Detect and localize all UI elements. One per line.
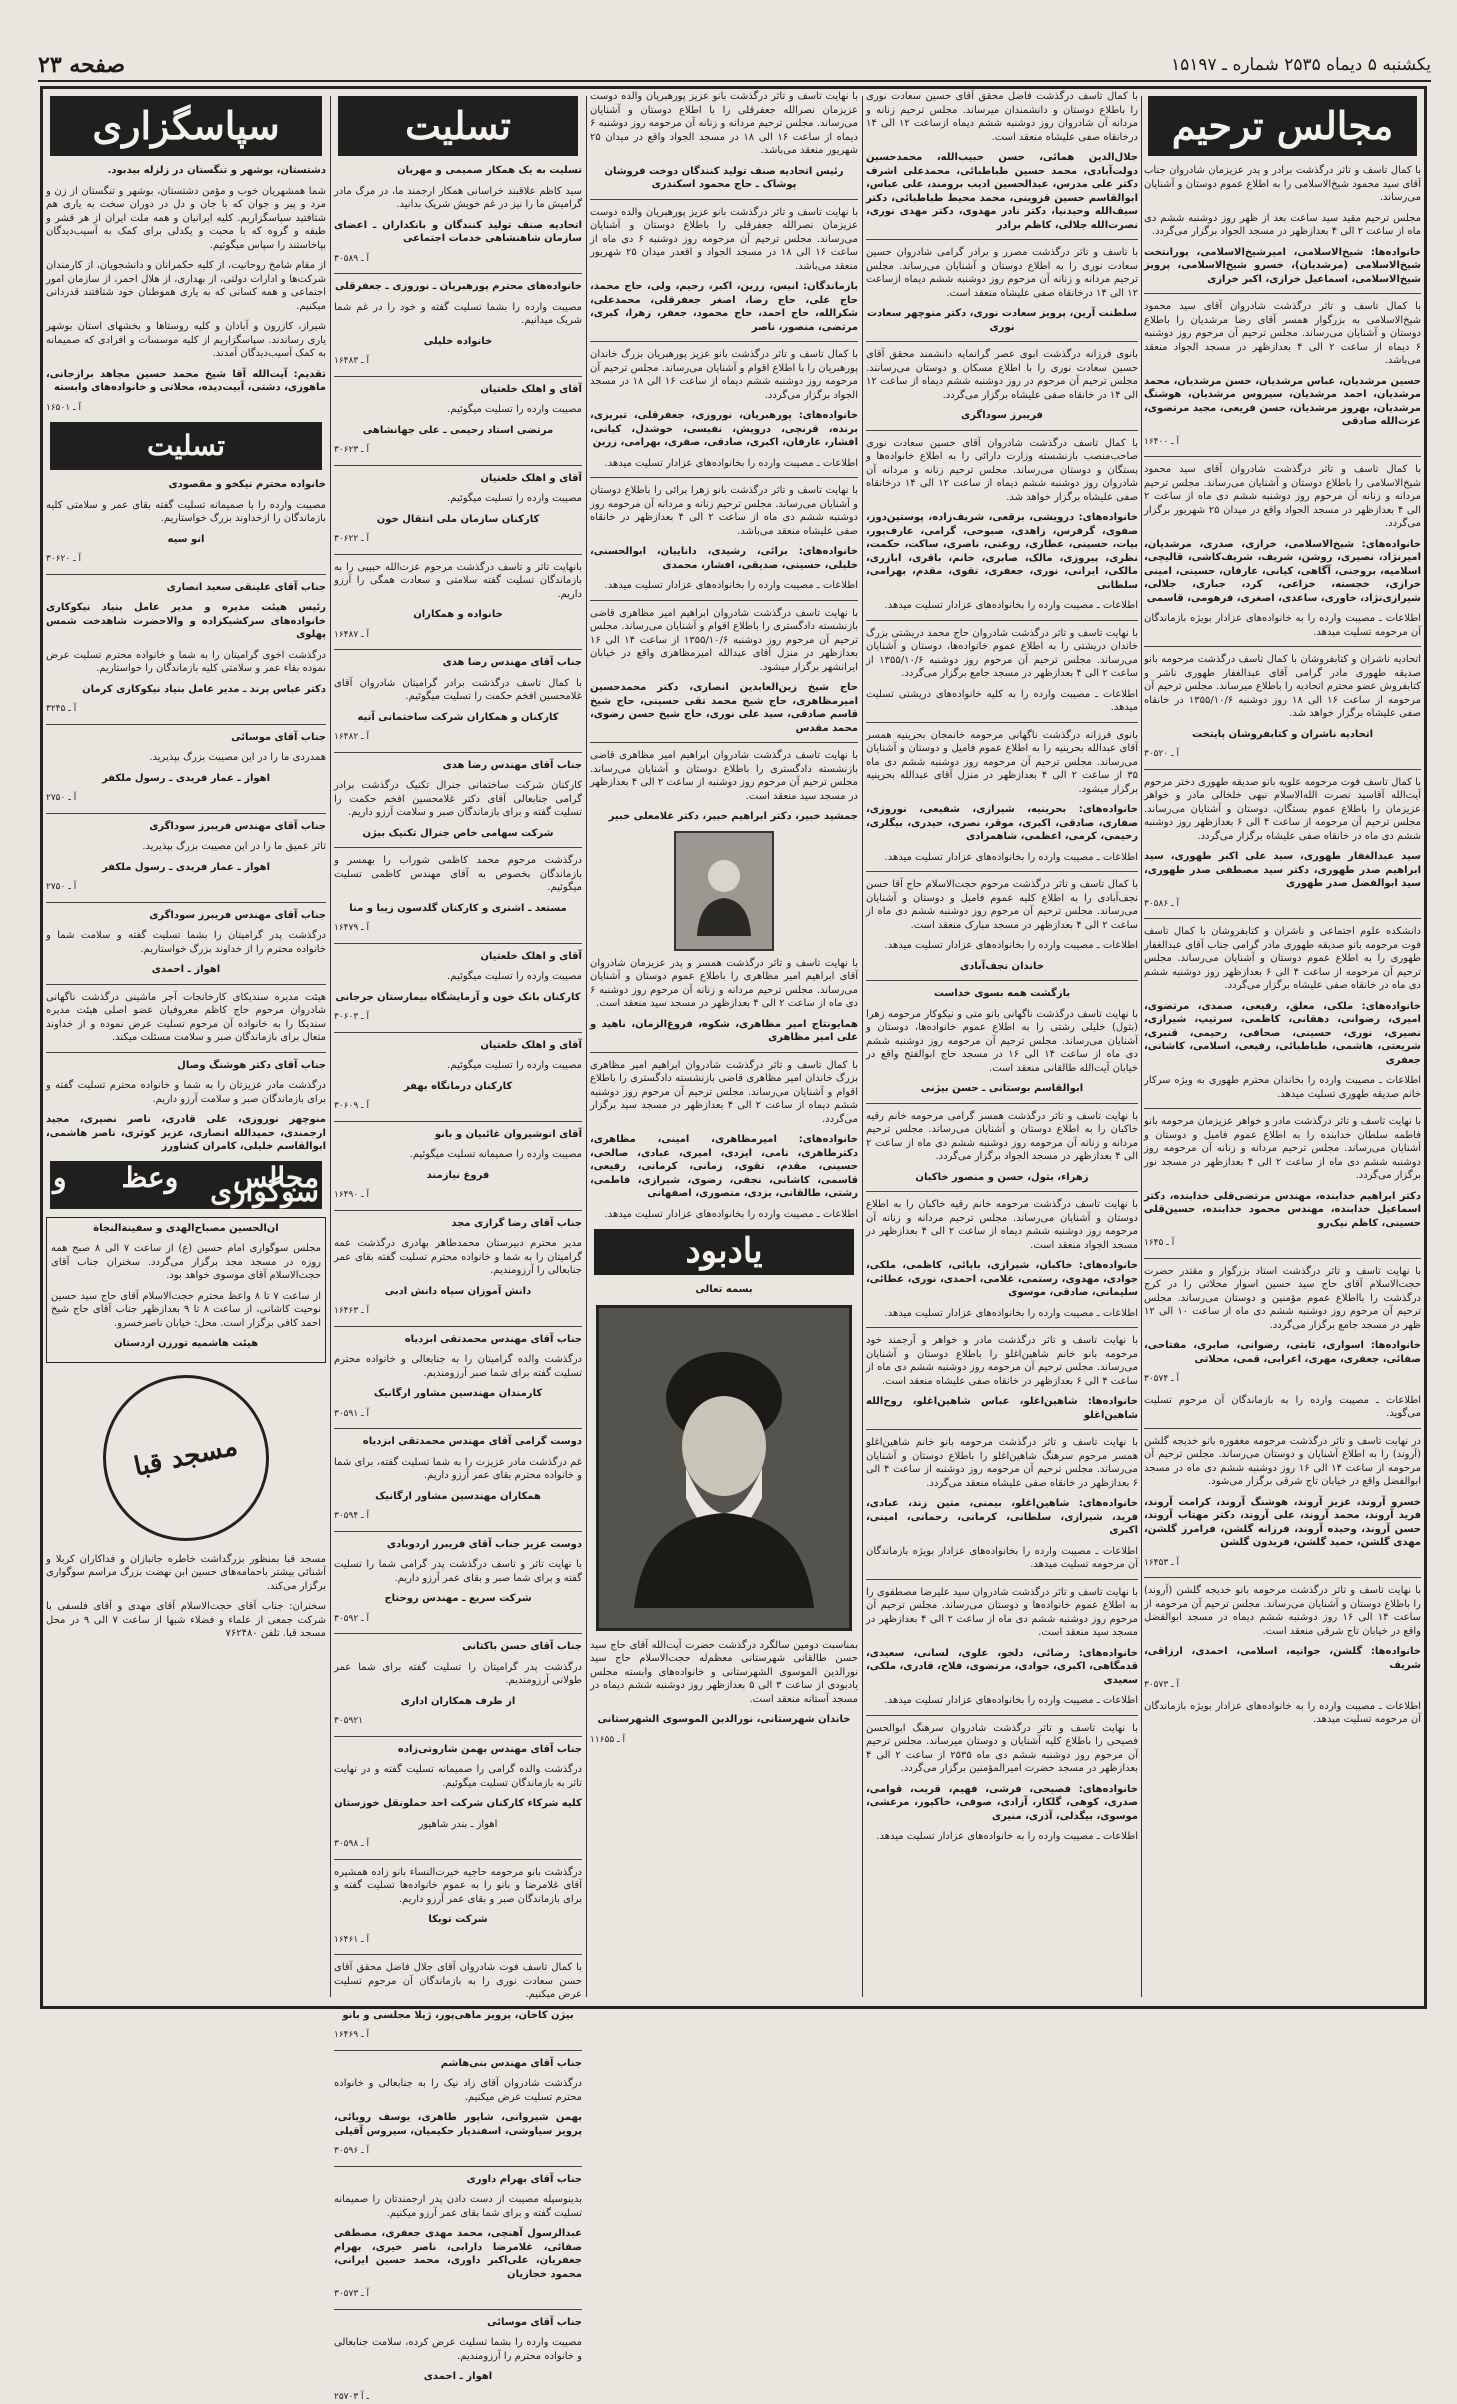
divider — [590, 1052, 858, 1053]
ad-code: آ ـ ۱۶۵۰۱ — [46, 402, 326, 416]
notice-text: مصیبت وارده را تسلیت میگوئیم. — [334, 970, 582, 984]
column-divider — [330, 96, 331, 1997]
notice-text: مصیبت وارده را صمیمانه تسلیت میگوئیم. — [334, 1148, 582, 1162]
ad-code: آ ـ ۳۰۶۰۹ — [334, 1100, 582, 1114]
notice-text: درگذشت شادروان آقای زاد نیک را به جنابعالی و خانواده محترم تسلیت عرض میکنیم. — [334, 2077, 582, 2104]
notice-signers: خانواده‌های: امیرمظاهری، امینی، مظاهری، دکترطاهری، نامی، ایزدی، امیری، عبادی، صالحی، حسینی، مقدم، تقوی، زمانی، کرمانی، رفیعی، قاسمی، کاشانی، نجفی، رضوی، شیرازی، فاطمی، رشتی، طالقانی، یزدی، منصوری، اصفهانی — [590, 1133, 858, 1201]
ad-code: آ ـ ۳۰۵۲۰ — [1144, 748, 1421, 762]
section-banner-majales-tarhim: مجالس ترحیم — [1148, 96, 1417, 156]
notice-signers: دکتر عباس پرند ـ مدیر عامل بنیاد نیکوکاری کرمان — [46, 683, 326, 697]
notice-signers: دکتر ابراهیم خدابنده، مهندس مرتضی‌قلی خدابنده، دکتر اسماعیل خدابنده، مهندس محمود خدابنده، حسین‌قلی حسینی، کاظم نیک‌رو — [1144, 1190, 1421, 1231]
notice-text: با نهایت تاسف و تاثر درگذشت مرحومه بانو خانم شاهین‌اغلو همسر مرحوم سرهنگ شاهین‌اغلو را باطلاع دوستان و آشنایان می‌رساند. مجلس ترحیم آن مرحومه روز دوشنبه از ساعت ۴ الی ۶ بعدازظهر در خانقاه صفی علیشاه منعقد می‌گردد. — [866, 1436, 1138, 1490]
notice-text: کارکنان شرکت ساختمانی جنرال تکنیک درگذشت برادر گرامی جنابعالی آقای دکتر غلامحسین افخم حکمت را تسلیت گفته و برای بازماندگان صبر و سلامت آرزو داریم. — [334, 779, 582, 820]
notice-heading: جناب آقای رضا گرازی مجد — [334, 1217, 582, 1231]
notice-heading: جناب آقای مهندس فریبرز سوداگری — [46, 820, 326, 834]
notice-signers: زهراء، بتول، حسن و منصور خاکبان — [866, 1171, 1138, 1185]
stamp-text: مسجد قبا — [133, 1440, 238, 1475]
notice-text: بانهایت تاثر و تاسف درگذشت مرحوم عزت‌الله حبیبی را به بازماندگان تسلیت گفته سلامتی و سعادت همگی را آرزو داریم. — [334, 561, 582, 602]
notice-text: سخنران: جناب آقای حجت‌الاسلام آقای مهدی و آقای فلسفی با شرکت جمعی از علماء و فضلاء شبها از ساعت ۷ الی ۹ در محل مسجد قبا. تلفن ۷۶۲۴۸۰ — [46, 1600, 326, 1641]
notice-signers: اتحادیه صنف تولید کنندگان و بانکداران ـ اعضای سازمان شاهنشاهی خدمات اجتماعی — [334, 219, 582, 246]
divider — [334, 2309, 582, 2310]
notice-text: دانشکده علوم اجتماعی و ناشران و کتابفروشان با کمال تاسف فوت مرحومه بانو صدیقه طهوری مادر گرامی جناب آقای عبدالغفار طهوری را به اطلاع عموم دوستان و آشنایان می‌رساند. مجلس ترحیم آن مرحومه از ساعت ۴ الی ۶ بعدازظهر روز دوشنبه ششم دی ماه در خانقاه صفی علیشاه برگزار می‌گردد. — [1144, 925, 1421, 993]
notice-signers: کارکنان درمانگاه بهفر — [334, 1080, 582, 1094]
notice-heading: جناب آقای علینقی سعید انصاری — [46, 581, 326, 595]
notice-signers: شرکت سهامی خاص جنرال تکنیک بیژن — [334, 827, 582, 841]
notice-text: با کمال تاسف و تاثر درگذشت شادروان آقای سید محمود شیخ‌الاسلامی به بزرگوار همسر آقای رضا مرشدیان را باطلاع دوستان و آشنایان می‌رساند. مجلس ترحیم آن مرحوم روز دوشنبه ۶ دیماه از ساعت ۲ الی ۴ بعدازظهر در مسجد الجواد منعقد می‌باشد. — [1144, 300, 1421, 368]
notice-text: درگذشت والده گرامی را صمیمانه تسلیت گفته و در نهایت تاثر به بازماندگان تسلیت میگوئیم. — [334, 1763, 582, 1790]
divider — [46, 902, 326, 903]
notice-signers: خانواده‌ها: شیخ‌الاسلامی، امیرشیخ‌الاسلامی، پورانتخت شیخ‌الاسلامی (مرشدیان)، خسرو شیخ‌الاسلامی، پرویز شیخ‌الاسلامی، اسماعیل خرازی، اکبر خرازی — [1144, 246, 1421, 287]
notice-signers: فریبرز سوداگری — [866, 409, 1138, 423]
divider — [334, 554, 582, 555]
notice-heading: جناب آقای موسائی — [334, 2316, 582, 2330]
notice-text: با نهایت تاسف و تاثر درگذشت همسر و پدر عزیزمان شادروان آقای ابراهیم امیر مظاهری را باطلاع عموم دوستان و آشنایان می‌رساند. مجلس ترحیم مردانه و زنانه آن مرحوم روز دوشنبه ۶ دی ماه از ساعت ۲ الی ۴ بعدازظهر در مسجد سید منعقد است. — [590, 957, 858, 1011]
notice-signers: هیئت هاشمیه تورزن اردستان — [51, 1337, 321, 1351]
notice-signers: خانواده‌های: درویشی، برقعی، شریف‌زاده، پوستین‌دوز، صفوی، گرفرس، زاهدی، صبوحی، گرامی، عارف‌پور، بیات، حسینی، عطاری، روغنی، ناصری، ساکت، حکمت، نظری، پیروزی، مالک، صابری، خانم، باقری، ابازری، مالکی، ایرانی، نوری، جعفری، تقوی، مقدم، بهرامی، سلطانی — [866, 511, 1138, 592]
divider — [334, 1531, 582, 1532]
notice-heading: آقای و اهلک خلعتیان — [334, 472, 582, 486]
divider — [334, 943, 582, 944]
notice-signers: کارکنان بانک خون و آزمایشگاه بیمارستان جرجانی — [334, 991, 582, 1005]
ad-code: آ ـ ۳۰۵۸۶ — [1144, 898, 1421, 912]
notice-text: با نهایت تاسف و تاثر درگذشت بانو عزیز پورهبریان والده دوست عزیزمان نصرالله جعفرقلی را با اطلاع دوستان و آشنایان می‌رساند. مجلس ترحیم مردانه و زنانه آن مرحومه روز دوشنبه ۶ دیماه از ساعت ۱۶ الی ۱۸ در مسجد الجواد واقع در میدان ۲۵ شهریور منعقد می‌باشد. — [590, 90, 858, 158]
notice-location: اهواز ـ بندر شاهپور — [334, 1818, 582, 1832]
notice-text: اطلاعات ـ مصیبت وارده را بخانواده‌های عزادار تسلیت میدهد. — [866, 1307, 1138, 1321]
notice-heading: تسلیت به یک همکار صمیمی و مهربان — [334, 164, 582, 178]
notice-text: درگذشت مرحوم محمد کاظمی شوراب را بهمسر و بازماندگان بخصوص به آقای مهندس کاظمی تسلیت میگوئیم. — [334, 854, 582, 895]
ad-code: آ ـ ۳۰۵۷۳ — [1144, 1679, 1421, 1693]
divider — [590, 742, 858, 743]
page-header — [38, 50, 1431, 82]
notice-signers: خانواده خلیلی — [334, 335, 582, 349]
notice-text: درگذشت بانو مرحومه حاجیه خیرت‌النساء بانو زاده همشیره آقای غلامرضا و بانو را به عموم خانواده‌ها تسلیت گفته و برای بازماندگان صبر و بقای عمر آرزو داریم. — [334, 1866, 582, 1907]
ad-code: آ ـ ۳۰۵۷۳ — [334, 2288, 582, 2302]
notice-text: اطلاعات ـ مصیبت وارده را به خانواده‌های عزادار تسلیت میدهد. — [866, 1830, 1138, 1844]
notice-heading: آقای و اهلک خلعتیان — [334, 383, 582, 397]
notice-text: با نهایت تاسف و تاثر درگذشت شادروان حاج محمد دریشتی بزرگ خاندان دریشتی را به اطلاع عموم خانواده‌ها، دوستان و آشنایان می‌رساند. مجلس ترحیم آن مرحوم روز دوشنبه ۱۳۵۵/۱۰/۶ از ساعت ۲ الی ۴ بعدازظهر در مسجد جامع برگزار می‌گردد. — [866, 627, 1138, 681]
notice-text: بمناسبت دومین سالگرد درگذشت حضرت آیت‌الله آقای حاج سید حسن طالقانی شهرستانی معظم‌له حجت‌الاسلام حاج سید نورالدین الموسوی الشهرستانی و خانواده‌های وابسته مجلس یادبودی از ساعت ۳ الی ۵ بعدازظهر روز دوشنبه ششم دیماه در مسجد آستانه منعقد است. — [590, 1639, 858, 1707]
divider — [866, 1715, 1138, 1716]
section-banner-sepasgozari: سپاسگزاری — [50, 96, 322, 156]
divider — [866, 239, 1138, 240]
column-obituaries-3 — [590, 90, 858, 2005]
divider — [590, 477, 858, 478]
notice-text: بانوی فرزانه درگذشت ابوی عصر گرانمایه دانشمند محقق آقای حسین سعادت نوری را با اطلاع مسکان و دوستان می‌رسانند. مجلس ترحیم آن مرحوم در روز دوشنبه ششم دیماه از ساعت ۱۲ الی ۱۴ در خانقاه صفی علیشاه برگزار می‌گردد. — [866, 348, 1138, 402]
divider — [334, 465, 582, 466]
ad-code: آ ـ ۳۲۴۵ — [46, 703, 326, 717]
notice-text: اطلاعات ـ مصیبت وارده را به بازماندگان آن مرحوم تسلیت می‌گوید. — [1144, 1394, 1421, 1421]
notice-heading: جناب آقای مهندس رضا هدی — [334, 656, 582, 670]
column-thanks-and-sermons — [46, 90, 326, 2005]
ad-code: آ ـ ۳۰۵۸۹ — [334, 253, 582, 267]
ad-code: آ ـ ۳۰۶۲۳ — [334, 444, 582, 458]
notice-heading: جناب آقای مهندس فریبرز سوداگری — [46, 909, 326, 923]
notice-text: با نهایت تاسف و تاثر درگذشت مادر و خواهر عزیزمان مرحومه بانو فاطمه سلطان خدابنده را به اطلاع عموم فامیل و دوستان و آشنایان می‌رساند. مجلس ترحیم مردانه و زنانه آن مرحومه روز دوشنبه ششم دی ماه از ساعت ۲ الی ۴ بعدازظهر در مسجد نور برگزار می‌گردد. — [1144, 1115, 1421, 1183]
notice-heading: دشتستان، بوشهر و تنگستان در زلزله بیدبود. — [46, 164, 326, 178]
ad-code: آ ـ ۲۷۵۰ — [46, 792, 326, 806]
ad-code: آ ـ ۲۷۵۰ — [46, 881, 326, 895]
ad-code: آ ـ ۱۶۴۷۹ — [334, 922, 582, 936]
notice-text: اطلاعات ـ مصیبت وارده را بخانواده‌های عزادار تسلیت میدهد. — [590, 457, 858, 471]
notice-signers: جلال‌الدین همائی، حسن حبیب‌الله، محمدحسین دولت‌آبادی، محمد حسین طباطبائی، محمدعلی اشرف دکتر علی مدرس، عبدالحسین ادیب برومند، علی عباس، ابوالقاسم حسین قزوینی، محمد محیط طباطبائی، دکتر سیف‌الله وحیدنیا، دکتر نادر مهدوی، دکتر مهدی نوری، نصرت‌الله جلالی، کاظم برادر — [866, 151, 1138, 232]
notice-text: درگذشت اخوی گرامیتان را به شما و خانواده محترم تسلیت عرض نموده بقاء عمر و سلامتی کلیه بازماندگان را خواستاریم. — [46, 649, 326, 676]
notice-signers: خانواده‌های: بحرینیه، شیرازی، شفیعی، نوروزی، صفاری، صادقی، اکبری، موقر، نصری، حیدری، بیگلری، رحیمی، کرمی، اعظمی، شاهمرادی — [866, 803, 1138, 844]
notice-heading: رئیس هیئت مدیره و مدیر عامل بنیاد نیکوکاری خانواده‌های سرکشیکزاده و والاحضرت شاهدخت شمس پهلوی — [46, 601, 326, 642]
section-banner-majales-vaz: مجالس وعظ و سوگواری — [50, 1161, 322, 1209]
ad-code: آ ـ ۱۶۴۹۰ — [334, 1189, 582, 1203]
notice-text: اطلاعات ـ مصیبت وارده را بخانواده‌های عزادار تسلیت میدهد. — [866, 939, 1138, 953]
column-divider — [1141, 96, 1142, 1997]
notice-signers: اهواز ـ عمار فریدی ـ رسول ملکفر — [46, 772, 326, 786]
notice-text: غم درگذشت مادر عزیزت را به شما تسلیت گفته، برای شما و خانواده محترم بقای عمر آرزو داریم. — [334, 1456, 582, 1483]
divider — [866, 620, 1138, 621]
divider — [46, 1052, 326, 1053]
portrait-icon — [689, 846, 759, 936]
notice-signers: خانواده‌ها: اسواری، ثابتی، رضوانی، صابری، مفتاحی، صفائی، جعفری، مهری، اعرابی، قمی، محلاتی — [1144, 1339, 1421, 1366]
notice-text: از ساعت ۷ تا ۸ واعظ محترم حجت‌الاسلام آقای حاج سید حسین نوحیت کاشانی، از ساعت ۸ تا ۹ بعدازظهر جناب آقای حاج شیخ احمد کافی برگزار است. محل: خیابان ناصرخسرو. — [51, 1290, 321, 1331]
divider — [866, 722, 1138, 723]
notice-heading: ان‌الحسین مصباح‌الهدی و سفینة‌النجاة — [51, 1222, 321, 1236]
divider — [334, 1859, 582, 1860]
notice-text: از مقام شامخ روحانیت، از کلیه حکمرانان و دانشجویان، از کارمندان شرکت‌ها و ادارات دولتی، از بهداری، از هلال احمر، از سازمان امور اجتماعی و همه کسانی که به یاری هموطنان خود شتافتند قدردانی میکنیم. — [46, 259, 326, 313]
divider — [334, 273, 582, 274]
notice-text: اطلاعات ـ مصیبت وارده را بخانواده‌های عزادار تسلیت میدهد. — [866, 851, 1138, 865]
divider — [1144, 1428, 1421, 1429]
notice-signers: دانش آموزان سپاه دانش ادبی — [334, 1285, 582, 1299]
divider — [1144, 769, 1421, 770]
notice-text: با کمال تاسف فوت مرحومه علویه بانو صدیقه طهوری دختر مرحوم آیت‌الله آقاسید نصرت الله‌الاسلام نبهی خلخالی مادر و خواهر عزیزمان را باطلاع عموم بستگان، دوستان و آشنایان می‌رساند. مجلس ترحیم آن مرحومه از ساعت ۴ الی ۶ بعدازظهر روز دوشنبه ششم دی ماه در خانقاه صفی علیشاه برگزار می‌گردد. — [1144, 776, 1421, 844]
notice-signers: حاج شیخ زین‌العابدین انصاری، دکتر محمدحسین امیرمظاهری، حاج شیخ محمد تقی حسینی، حاج شیخ قاسم صادقی، سید علی نوری، حاج شیخ حسن رضوی، محمد مقدس — [590, 681, 858, 735]
notice-text: مصیبت وارده را تسلیت میگوئیم. — [334, 1059, 582, 1073]
ad-code: آ ـ ۳۰۵۹۸ — [334, 1838, 582, 1852]
notice-heading: جناب آقای مهندس بهمن شاروتی‌زاده — [334, 1743, 582, 1757]
divider — [334, 1736, 582, 1737]
notice-signers: کارکنان و همکاران شرکت ساختمانی آتیه — [334, 711, 582, 725]
notice-text: با نهایت تاسف درگذشت ناگهانی بانو متی و نیکوکار مرحومه زهرا (بتول) خلیلی رشتی را به اطلاع عموم خانواده‌ها، دوستان و آشنایان می‌رساند. مجلس ترحیم آن مرحومه روز دوشنبه ششم دی ماه از ساعت ۱۴ الی ۱۶ در مسجد حاج ابوالفتح واقع در خیابان آیت‌الله طالقانی منعقد است. — [866, 1008, 1138, 1076]
divider — [334, 2050, 582, 2051]
ad-code: آ ـ ۳۰۵۷۴ — [1144, 1373, 1421, 1387]
notice-signers: خانواده‌ها: شاهین‌اغلو، عباس شاهین‌اغلو، روح‌الله شاهین‌اغلو — [866, 1395, 1138, 1422]
notice-text: هیئت مدیره سندیکای کارخانجات آجر ماشینی درگذشت ناگهانی شادروان مرحوم حاج کاظم معروفیان عضو اصلی هیئت مدیره سندیکا را به خانواده آن مرحوم تسلیت عرض نموده و از خداوند متعال برای بازماندگان صبر و سلامت مسئلت میکند. — [46, 991, 326, 1045]
ad-code: آ ـ ۱۶۴۸۲ — [334, 731, 582, 745]
divider — [46, 813, 326, 814]
notice-signers: خانواده‌های: رضائی، دلجو، علوی، لسانی، سعیدی، قدمگاهی، اکبری، جوادی، مرتضوی، فلاح، قادری، ملکی، سعیدی — [866, 1647, 1138, 1688]
notice-text: مدیر محترم دبیرستان محمدطاهر بهادری درگذشت عمه گرامیتان را به شما و خانواده محترم تسلیت گفته بقای عمر جنابعالی را آرزومندیم. — [334, 1237, 582, 1278]
notice-heading: آقای و اهلک خلعتیان — [334, 950, 582, 964]
divider — [334, 1428, 582, 1429]
notice-text: با کمال تاسف درگذشت برادر گرامیتان شادروان آقای غلامحسین افخم حکمت را تسلیت میگوئیم. — [334, 677, 582, 704]
notice-text: در نهایت تاسف و تاثر درگذشت مرحومه مغفوره بانو خدیجه گلشن (آروند) را به اطلاع آشنایان و دوستان می‌رساند. مجلس ترحیم آن مرحومه از ساعت ۱۴ الی ۱۶ روز دوشنبه ششم دی ماه در مسجد ابوالفضل واقع در خیابان تاج شرقی برگزار می‌شود. — [1144, 1435, 1421, 1489]
notice-text: اطلاعات ـ مصیبت وارده را بخانواده‌های عزادار تسلیت میدهد. — [590, 1208, 858, 1222]
notice-text: مصیبت وارده را بشما تسلیت گفته و خود را در غم شما شریک میدانیم. — [334, 301, 582, 328]
divider — [46, 574, 326, 575]
sermon-notice-box — [46, 1217, 326, 1363]
notice-text: با کمال تاسف فوت شادروان آقای جلال فاضل محقق آقای حسن سعادت نوری را به بازماندگان آن مرحوم تسلیت عرض میکنیم. — [334, 1961, 582, 2002]
divider — [1144, 293, 1421, 294]
notice-signers: خسرو آروند، عزیز آروند، هوشنگ آروند، کرامت آروند، فرید آروند، محمد آروند، علی آروند، دکتر مهتاب آروند، حسن آروند، وحیده آروند، فرزانه گلشن، فرامرز گلشن، مهدی گلشن، حمید گلشن، فریدون گلشن — [1144, 1496, 1421, 1550]
notice-heading: دوست عزیز جناب آقای فریبرز اردوبادی — [334, 1538, 582, 1552]
notice-text: با کمال تاسف درگذشت شادروان آقای حسین سعادت نوری صاحب‌منصب بازنشسته وزارت دارائی را به اطلاع خانواده‌ها و بستگان و دوستان می‌رساند. مجلس ترحیم زنانه و مردانه آن شادروان روز دوشنبه ششم دیماه از ساعت ۱۲ الی ۱۴ درخانقاه صفی علیشاه برگزار خواهد شد. — [866, 437, 1138, 505]
divider — [334, 1032, 582, 1033]
divider — [1144, 1258, 1421, 1259]
column-obituaries-right — [1144, 90, 1421, 2005]
column-divider — [586, 96, 587, 1997]
divider — [866, 430, 1138, 431]
notice-signers: خانواده و همکاران — [334, 608, 582, 622]
notice-text: اطلاعات ـ مصیبت وارده را بخانواده‌های عزادار تسلیت میدهد. — [866, 599, 1138, 613]
divider — [46, 724, 326, 725]
notice-text: مصیبت وارده را تسلیت میگوئیم. — [334, 403, 582, 417]
notice-text: سید کاظم علاقبند خراسانی همکار ارجمند ما، در مرگ مادر گرامیش ما را نیز در غم خویش شریک بدانید. — [334, 185, 582, 212]
notice-heading: خانواده محترم نیکخو و مقصودی — [46, 478, 326, 492]
notice-heading: بازگشت همه بسوی خداست — [866, 987, 1138, 1001]
notice-signers: جمشید خبیر، دکتر ابراهیم خبیر، دکتر غلامعلی خبیر — [590, 810, 858, 824]
ad-code: آ ـ ۳۰۶۰۳ — [334, 1011, 582, 1025]
ad-code: آ ـ ۳۰۵۹۶ — [334, 2145, 582, 2159]
notice-signers: اهواز ـ عمار فریدی ـ رسول ملکفر — [46, 861, 326, 875]
divider — [334, 1326, 582, 1327]
notice-text: با نهایت تاسف و تاثر درگذشت استاد بزرگوار و مقتدر حضرت حجت‌الاسلام آقای حاج سید حسین اسوار محلاتی را در کرج درگذشت را بااطلاع عموم مؤمنین و دوستان می‌رساند. مجلس ترحیم آن مرحوم روز دوشنبه ششم دی ماه از ساعت ۱۰ الی ۱۲ ظهر در مسجد جامع برگزار می‌گردد. — [1144, 1265, 1421, 1333]
notice-signers: اهواز ـ احمدی — [334, 2370, 582, 2384]
ad-code: آ ـ ۱۱۶۵۵ — [590, 1734, 858, 1748]
divider — [334, 847, 582, 848]
notice-text: اطلاعات ـ مصیبت وارده را به خانواده‌های عزادار بویژه بازماندگان آن مرحومه تسلیت میدهد. — [1144, 1700, 1421, 1727]
notice-text: با نهایت تاسف و تاثر درگذشت شادروان سرهنگ ابوالحسن فصیحی را باطلاع کلیه آشنایان و دوستان میرساند. مجلس ترحیم آن مرحوم روز دوشنبه ششم دی ماه ۲۵۳۵ از ساعت ۲ الی ۴ بعدازظهر در مسجد حضرت امیرالمؤمنین برگزار می‌گردد. — [866, 1722, 1138, 1776]
notice-text: با نهایت تاسف و تاثر درگذشت همسر گرامی مرحومه خانم رقیه خاکبان را به اطلاع دوستان و آشنایان می‌رساند. مجلس ترحیم مردانه و زنانه آن مرحومه روز دوشنبه ششم دی ماه از ساعت ۲ الی ۴ بعدازظهر در مسجد الجواد برگزار می‌گردد. — [866, 1110, 1138, 1164]
divider — [334, 1121, 582, 1122]
notice-signers: اهواز ـ احمدی — [46, 963, 326, 977]
ad-code: ۲۵۷۰۳ ـ آ — [334, 2391, 582, 2404]
divider — [590, 199, 858, 200]
notice-text: مصیبت وارده را با صمیمانه تسلیت گفته بقای عمر و سلامتی کلیه بازماندگان را ازخداوند بزرگ خواستاریم. — [46, 499, 326, 526]
notice-text: مسجد قبا بمنظور بزرگداشت خاطره جانبازان و فداکاران کربلا و آشنائی بیشتر باحمامه‌های حسین ابن نهضت بزرگ مراسم سوگواری برگزار می‌کند. — [46, 1553, 326, 1594]
divider — [866, 871, 1138, 872]
notice-signers: خانواده‌های: شاهین‌اغلو، بیمنی، متین زند، عبادی، فرید، شیرازی، سلطانی، کرمانی، رحمانی، امینی، اکبری — [866, 1497, 1138, 1538]
divider — [866, 1103, 1138, 1104]
notice-text: شیراز، کازرون و آبادان و کلیه روستاها و بخشهای استان بوشهر یاری رساندند. سپاسگزاریم از کلیه موسسات و افرادی که صمیمانه به کمک آسیب‌دیدگان آمدند. — [46, 320, 326, 361]
divider — [1144, 1577, 1421, 1578]
notice-text: اطلاعات ـ مصیبت وارده را به خانواده‌های عزادار بویژه بازماندگان آن مرحومه تسلیت میدهد. — [1144, 612, 1421, 639]
notice-text: با نهایت تاثر و تاسف درگذشت پدر گرامی شما را تسلیت گفته و برای شما صبر و بقای عمر آرزو داریم. — [334, 1558, 582, 1585]
notice-heading: خانواده‌های محترم پورهبریان ـ نوروزی ـ جعفرقلی — [334, 280, 582, 294]
notice-text: با نهایت تاسف درگذشت مرحومه خانم رقیه خاکبان را به اطلاع دوستان و آشنایان می‌رساند. مجلس ترحیم مردانه و زنانه آن مرحومه روز دوشنبه ششم دیماه از ساعت ۲ الی ۴ بعدازظهر در مسجد الجواد منعقد است. — [866, 1198, 1138, 1252]
notice-text: درگذشت پدر گرامیتان را تسلیت گفته برای شما عمر طولانی آرزومندیم. — [334, 1661, 582, 1688]
ad-code: آ ـ ۱۶۴۵ — [1144, 1237, 1421, 1251]
cleric-portrait-icon — [624, 1328, 824, 1608]
section-banner-yadbud: یادبود — [594, 1229, 854, 1275]
notice-text: مجلس سوگواری امام حسین (ع) از ساعت ۷ الی ۸ صبح همه روزه در مسجد مجد برگزار می‌گردد. سخنران جناب آقای حجت‌الاسلام آقای موسوی خواهد بود. — [51, 1242, 321, 1283]
notice-text: اطلاعات ـ مصیبت وارده را بخانواده‌های عزادار تسلیت میدهد. — [590, 579, 858, 593]
ad-code: آ ـ ۳۰۵۹۴ — [334, 1510, 582, 1524]
notice-signers: تقدیم: آیت‌الله آقا شیخ محمد حسین مجاهد برازجانی، ماهوزی، دشتی، آبیت‌دیده، محلاتی و خانواده‌های وابسته — [46, 368, 326, 395]
divider — [590, 600, 858, 601]
notice-text: با نهایت تاسف درگذشت شادروان ابراهیم امیر مظاهری قاضی بازنشسته دادگستری را باطلاع دوستان و آشنایان می‌رساند. مجلس ترحیم آن مرحوم روز دوشنبه از ساعت ۲ الی ۴ بعدازظهر در مسجد سید منعقد است. — [590, 749, 858, 803]
notice-heading: جناب آقای حسن باکتانی — [334, 1640, 582, 1654]
notice-signers: خانواده‌های: برائی، رشیدی، داناییان، ابوالحسنی، خلیلی، حسینی، صدیقی، افشار، محمدی — [590, 545, 858, 572]
notice-signers: ابوالقاسم بوستانی ـ حسن بیژنی — [866, 1082, 1138, 1096]
notice-signers: کارمندان مهندسین مشاور ارگانیک — [334, 1387, 582, 1401]
notice-signers: فروغ نیازمند — [334, 1169, 582, 1183]
notice-text: مصیبت وارده را بشما تسلیت عرض کرده، سلامت جنابعالی و خانواده محترم را آرزومندیم. — [334, 2336, 582, 2363]
section-banner-tasliat-2: تسلیت — [50, 422, 322, 470]
notice-signers: همکاران مهندسین مشاور ارگانیک — [334, 1490, 582, 1504]
notice-heading: جناب آقای مهندس بنی‌هاشم — [334, 2057, 582, 2071]
ad-code: آ ـ ۱۶۴۶۹ — [334, 2029, 582, 2043]
ad-code: آ ـ ۱۶۴۸۳ — [334, 355, 582, 369]
divider — [334, 752, 582, 753]
notice-text: با نهایت تاسف و تاثر درگذشت بانو عزیز پورهبریان والده دوست عزیزمان نصرالله جعفرقلی را باطلاع دوستان و آشنایان می‌رساند. مجلس ترحیم آن مرحومه روز دوشنبه ۶ دی ماه از ساعت ۱۶ الی ۱۸ در مسجد الجواد و اقعدر میدان ۲۵ شهریور منعقد می‌باشد. — [590, 206, 858, 274]
mosque-calligraphy-stamp — [88, 1359, 285, 1556]
notice-text: درگذشت والده گرامیتان را به جنابعالی و خانواده محترم تسلیت گفته برای شما صبر آرزومندیم. — [334, 1353, 582, 1380]
divider — [866, 341, 1138, 342]
ad-code: آ ـ ۳۰۵۹۲ — [334, 1613, 582, 1627]
notice-text: با نهایت تاسف و تاثر درگذشت مادر و خواهر و آرجمند خود مرحومه بانو خانم شاهین‌اغلو را باطلاع دوستان و آشنایان می‌رساند. مجلس ترحیم آن مرحومه روز دوشنبه ششم دی ماه از ساعت ۴ الی ۶ بعدازظهر در خانقاه صفی علیشاه منعقد است. — [866, 1334, 1138, 1388]
notice-signers: مرتضی استاد رحیمی ـ علی جهانشاهی — [334, 424, 582, 438]
notice-heading: آقای و اهلک خلعتیان — [334, 1039, 582, 1053]
divider — [334, 1633, 582, 1634]
notice-signers: خانواده‌ها: گلشن، جوانیه، اسلامی، احمدی، ارزاقی، شریف — [1144, 1645, 1421, 1672]
cleric-portrait-photo — [596, 1305, 852, 1631]
notice-text: مجلس ترحیم مقید سید ساعت بعد از ظهر روز دوشنبه ششم دی ماه از ساعت ۲ الی ۴ بعدازظهر در مسجد الجواد برگزار می‌گردد. — [1144, 212, 1421, 239]
divider — [866, 1429, 1138, 1430]
notice-signers: حسین مرشدیان، عباس مرشدیان، حسن مرشدیان، محمد مرشدیان، احمد مرشدیان، سیروس مرشدیان، هوشنگ مرشدیان، بهروز مرشدیان، حسن فریعی، مجید مرتضوی، عزت‌الله صادقی — [1144, 375, 1421, 429]
divider — [334, 1210, 582, 1211]
notice-text: مصیبت وارده را تسلیت میگوئیم. — [334, 492, 582, 506]
notice-text: اطلاعات ـ مصیبت وارده را به کلیه خانواده‌های دریشتی تسلیت میدهد. — [866, 688, 1138, 715]
ad-code: آ ـ ۱۶۴۶۱ — [334, 1934, 582, 1948]
notice-text: بدینوسیله مصیبت از دست دادن پدر ارجمندتان را صمیمانه تسلیت گفته و برای شما بقای عمر آرزو میکنیم. — [334, 2193, 582, 2220]
notice-text: اطلاعات ـ مصیبت وارده را بخانواده‌های عزادار تسلیت میدهد. — [866, 1694, 1138, 1708]
notice-signers: شرکت تویکا — [334, 1913, 582, 1927]
ad-code: آ ـ ۱۶۴۶۳ — [334, 1305, 582, 1319]
ad-code: آ ـ ۳۰۶۲۰ — [46, 553, 326, 567]
notice-signers: همایونتاج امیر مظاهری، شکوه، فروغ‌الزمان، ناهید و علی امیر مظاهری — [590, 1018, 858, 1045]
basmala-heading: بسمه تعالی — [590, 1283, 858, 1297]
divider — [1144, 1108, 1421, 1109]
page-number: صفحه ۲۳ — [38, 52, 125, 78]
divider — [866, 1579, 1138, 1580]
notice-text: تاثر عمیق ما را در این مصیبت بزرگ بپذیرید. — [46, 840, 326, 854]
notice-text: شما همشهریان خوب و مؤمن دشتستان، بوشهر و تنگستان از زن و مرد و پیر و جوان که با جان و دل در دوران سخت به یاری هم شتافتید سپاسگزاریم. کلیه ایرانیان و همه ملت ایران از هر قشر و طبقه و گروه که با محبت و یکدلی برای کمک به آسیب‌دیدگان بپاخاستند را سپاس میگوئیم. — [46, 185, 326, 253]
notice-text: درگذشت پدر گرامیتان را بشما تسلیت گفته و سلامت شما و خانواده محترم را از خداوند بزرگ خواستاریم. — [46, 929, 326, 956]
ad-code: ۳۰۵۹۲۱ — [334, 1715, 582, 1729]
notice-signers: بهمن شیروانی، شاپور طاهری، یوسف رویائی، پرویز سیاوشی، اسفندیار حکیمیان، سیروس آقیلی — [334, 2111, 582, 2138]
notice-signers: خانواده‌های: ملکی، معلق، رفیعی، صمدی، مرتضوی، امیری، رضوانی، دهقانی، کاظمی، سرتیپ، شیرازی، نصیری، نوری، حسینی، صحافی، رحیمی، قنبری، شریعتی، هاشمی، طباطبائی، رفیعی، اسلامی، کاشانی، جعفری — [1144, 1000, 1421, 1068]
divider — [1144, 646, 1421, 647]
notice-text: با کمال تاسف و تاثر درگذشت شادروان ابراهیم امیر مظاهری بزرگ خاندان امیر مظاهری قاضی بازنشسته دادگستری را باطلاع اقوام و آشنایان می‌رساند. مجلس ترحیم آن مرحوم روز دوشنبه ششم دیماه از ساعت ۲ الی ۴ بعدازظهر در مسجد سید برگزار می‌گردد. — [590, 1059, 858, 1127]
column-obituaries-2 — [866, 90, 1138, 2005]
notice-heading: جناب آقای مهندس محمدتقی ابزدیاه — [334, 1333, 582, 1347]
ad-code: آ ـ ۱۶۴۵۳ — [1144, 1557, 1421, 1571]
notice-signers: رئیس اتحادیه صنف تولید کنندگان دوخت فروشان پوشاک ـ حاج محمود اسکندری — [590, 165, 858, 192]
divider — [334, 1954, 582, 1955]
divider — [334, 649, 582, 650]
notice-heading: جناب آقای بهرام داوری — [334, 2173, 582, 2187]
notice-signers: کلیه شرکاء کارکنان شرکت احد حملونقل خوزستان — [334, 1797, 582, 1811]
notice-heading: آقای انوشیروان غائبیان و بانو — [334, 1128, 582, 1142]
notice-signers: خانواده‌های: شیخ‌الاسلامی، خرازی، صدری، مرشدیان، امیرنژاد، نصیری، روشن، شریف، شریف‌کاشی، قالیچی، اسلامیه، بروجنی، آگاهی، کیانی، عارفان، حسینی، امینی خرازی، خجسته، خزاعی، کرد، جباری، جلالی، شیرازی‌نژاد، خاوری، ساعدی، اصغری، فرهومی، قاسمی — [1144, 538, 1421, 606]
ad-code: آ ـ ۳۰۵۹۱ — [334, 1408, 582, 1422]
divider — [590, 341, 858, 342]
divider — [46, 984, 326, 985]
column-condolences — [334, 90, 582, 2005]
divider — [866, 980, 1138, 981]
notice-text: اطلاعات ـ مصیبت وارده را بخاندان محترم طهوری به ویژه سرکار خانم صدیقه طهوری تسلیت میدهد. — [1144, 1074, 1421, 1101]
divider — [1144, 456, 1421, 457]
section-banner-tasliat: تسلیت — [338, 96, 578, 156]
notice-signers: خانواده‌های: خاکبان، شیرازی، بابائی، کاظمی، ملکی، جوادی، مهدوی، رستمی، غلامی، احمدی، نوری، عطائی، سلیمانی، صادقی، موسوی — [866, 1259, 1138, 1300]
notice-text: اطلاعات ـ مصیبت وارده را بخانواده‌های عزادار بویژه بازماندگان آن مرحومه تسلیت میدهد. — [866, 1545, 1138, 1572]
notice-text: اتحادیه ناشران و کتابفروشان با کمال تاسف درگذشت مرحومه بانو صدیقه طهوری مادر گرامی آقای عبدالغفار طهوری ناشر و کتابفروش عضو محترم اتحادیه را باطلاع میرساند. مجلس ترحیم آن مرحومه از ساعت ۱۶ الی ۱۸ روز دوشنبه ۱۳۵۵/۱۰/۶ در خانقاه صفی علیشاه برگزار خواهد شد. — [1144, 653, 1421, 721]
notice-signers: عبدالرسول آهنچی، محمد مهدی جعفری، مصطفی صفائی، غلامرضا دارابی، ناصر خیری، بهرام جعفریان، علی‌اکبر داوری، محمد حسین ایرانی، محمود خجازیان — [334, 2227, 582, 2281]
notice-signers: اتحادیه ناشران و کتابفروشان پایتخت — [1144, 728, 1421, 742]
notice-heading: جناب آقای دکتر هوشنگ وصال — [46, 1059, 326, 1073]
notice-text: با کمال تاسف درگذشت فاضل محقق آقای حسین سعادت نوری را باطلاع دوستان و دانشمندان میرساند. مجلس ترحیم زنانه و مردانه آن شادروان روز دوشنبه ششم دیماه ازساعت ۱۲ الی ۱۴ درخانقاه صفی علیشاه منعقد است. — [866, 90, 1138, 144]
divider — [1144, 918, 1421, 919]
ad-code: آ ـ ۱۶۴۰۰ — [1144, 436, 1421, 450]
divider — [334, 376, 582, 377]
notice-signers: بازماندگان: انیس، زرین، اکبر، رحیم، ولی، حاج محمد، حاج علی، حاج رضا، اصغر جعفرقلی، محمدعلی، شکرالله، حاج احمد، حاج محمود، جعفر، زهرا، کبری، مرتضی، منصور، ناصر — [590, 280, 858, 334]
notice-heading: دوست گرامی آقای مهندس محمدتقی ابزدیاه — [334, 1435, 582, 1449]
ad-code: آ ـ ۳۰۶۲۲ — [334, 533, 582, 547]
ad-code: آ ـ ۱۶۴۸۷ — [334, 629, 582, 643]
notice-signers: شرکت سریع ـ مهندس روحتاج — [334, 1592, 582, 1606]
notice-heading: جناب آقای موسائی — [46, 731, 326, 745]
notice-signers: منوچهر نوروزی، علی قادری، ناصر نصیری، مجید ارجمندی، حمیدالله انصاری، عزیز کوثری، ناصر هاشمی، ابوالقاسم خلیلی، کامران کشاورز — [46, 1113, 326, 1154]
notice-text: با نهایت تاسف و تاثر درگذشت مرحومه بانو خدیجه گلشن (آروند) را باطلاع دوستان و آشنایان می‌رساند. مجلس ترحیم آن مرحومه از ساعت ۱۴ الی ۱۶ روز دوشنبه ششم دیماه در مسجد ابوالفضل واقع در خیابان تاج شرقی منعقد است. — [1144, 1584, 1421, 1638]
notice-signers: سلطنت آرین، پرویز سعادت نوری، دکتر منوچهر سعادت نوری — [866, 307, 1138, 334]
notice-signers: از طرف همکاران اداری — [334, 1695, 582, 1709]
notice-heading: جناب آقای مهندس رضا هدی — [334, 759, 582, 773]
notice-text: با کمال تاسف و تاثر درگذشت شادروان آقای سید محمود شیخ‌الاسلامی را باطلاع دوستان و آشنایان می‌رساند. مجلس ترحیم مردانه و زنانه آن مرحوم روز دوشنبه ششم دی ماه از ساعت ۲ الی ۴ بعدازظهر در مسجد الجواد واقع در میدان ۲۵ شهریور برگزار می‌گردد. — [1144, 463, 1421, 531]
notice-text: با نهایت تاسف درگذشت شادروان ابراهیم امیر مظاهری قاضی بازنشسته دادگستری را باطلاع اقوام و آشنایان می‌رساند. مجلس ترحیم آن مرحوم روز دوشنبه ۱۳۵۵/۱۰/۶ از ساعت ۱۴ الی ۱۶ بعدازظهر در منزل آقای عبدالله امیرمظاهری واقع در خیابان ایرانشهر برگزار میشود. — [590, 607, 858, 675]
deceased-portrait-photo — [674, 831, 774, 951]
column-divider — [862, 96, 863, 1997]
divider — [866, 1327, 1138, 1328]
notice-signers: خانواده‌های: پورهبریان، نوروزی، جعفرقلی، تبریزی، برنده، قرنچی، درویش، نفیسی، خوشدل، کیانی، افشار، عارفان، اکبری، صادقی، صفری، بهرامی، زرین — [590, 409, 858, 450]
notice-signers: خاندان نجف‌آبادی — [866, 960, 1138, 974]
notice-signers: مستعد ـ اشتری و کارکنان گلدسون زیبا و منا — [334, 902, 582, 916]
notice-text: با کمال تاسف و تاثر درگذشت بانو عزیز پورهبریان بزرگ خاندان پورهبریان را با اطلاع اقوام و آشنایان می‌رساند. مجلس ترحیم آن مرحومه روز دوشنبه ششم دیماه از ساعت ۱۶ الی ۱۸ در مسجد الجواد برگزار می‌گردد. — [590, 348, 858, 402]
notice-signers: انو سیه — [46, 533, 326, 547]
divider — [334, 2166, 582, 2167]
notice-text: با تاسف و تاثر درگذشت مصرر و برادر گرامی شادروان حسین سعادت نوری را به اطلاع دوستان و آشنایان می‌رساند. مجلس ترحیم مردانه و زنانه آن مرحوم روز دوشنبه ششم دیماه ازساعت ۱۲ الی ۱۴ درخانقاه صفی علیشاه منعقد است. — [866, 246, 1138, 300]
divider — [866, 1191, 1138, 1192]
notice-signers: کارکنان سازمان ملی انتقال خون — [334, 513, 582, 527]
notice-signers: خاندان شهرستانی، نورالدین الموسوی الشهرستانی — [590, 1713, 858, 1727]
notice-text: بانوی فرزانه درگذشت ناگهانی مرحومه خانمجان بحرینیه همسر آقای عبدالله بحرینیه را به اطلاع عموم فامیل و دوستان و آشنایان می‌رساند. مجلس ترحیم آن مرحومه روز دوشنبه ششم دی ماه ۳۵ از ساعت ۲ الی ۴ بعدازظهر در منزل آقای عبدالله بحرینیه برگزار میشود. — [866, 729, 1138, 797]
notice-text: همدردی ما را در این مصیبت بزرگ بپذیرید. — [46, 751, 326, 765]
notice-signers: خانواده‌های: فصیحی، فرشی، فهیم، قریب، قوامی، صدری، کوهی، گلکار، آزادی، صوفی، خاکپور، مرعشی، موسوی، بیگدلی، آذری، منیری — [866, 1783, 1138, 1824]
notice-text: با کمال تاسف و تاثر درگذشت مرحوم حجت‌الاسلام حاج آقا حسن نجف‌آبادی را به اطلاع کلیه عموم فامیل و دوستان و آشنایان می‌رساند. مجلس ترحیم آن مرحوم روز دوشنبه ششم دی ماه از ساعت ۲ الی ۴ بعدازظهر در مسجد مبارک منعقد است. — [866, 878, 1138, 932]
notice-text: با نهایت تاسف و تاثر درگذشت شادروان سید علیرضا مصطفوی را به اطلاع عموم خانواده‌ها و دوستان می‌رساند. مجلس ترحیم آن مرحوم روز دوشنبه ششم دی ماه از ساعت ۲ الی ۴ بعدازظهر در مسجد سید منعقد است. — [866, 1586, 1138, 1640]
notice-signers: سید عبدالغفار طهوری، سید علی اکبر طهوری، سید ابراهیم صدر طهوری، دکتر سید مصطفی صدر طهوری، سید ابوالفضل صدر طهوری — [1144, 850, 1421, 891]
notice-text: با کمال تاسف و تاثر درگذشت برادر و پدر عزیزمان شادروان جناب آقای سید محمود شیخ‌الاسلامی را به اطلاع عموم دوستان و آشنایان می‌رساند. — [1144, 164, 1421, 205]
issue-date-line: یکشنبه ۵ دیماه ۲۵۳۵ شماره ـ ۱۵۱۹۷ — [1171, 55, 1431, 75]
notice-text: درگذشت مادر عزیزتان را به شما و خانواده محترم تسلیت گفته و برای بازماندگان صبر و سلامت آرزو داریم. — [46, 1079, 326, 1106]
notice-signers: بیژن کاخان، پرویز ماهی‌پور، ژیلا مجلسی و بانو — [334, 2009, 582, 2023]
notice-text: با نهایت تاسف و تاثر درگذشت بانو زهرا برائی را باطلاع دوستان و آشنایان می‌رساند. مجلس ترحیم زنانه و مردانه آن مرحومه روز دوشنبه ششم دی ماه از ساعت ۲ الی ۴ بعدازظهر در خانقاه صفی علیشاه منعقد می‌باشد. — [590, 484, 858, 538]
